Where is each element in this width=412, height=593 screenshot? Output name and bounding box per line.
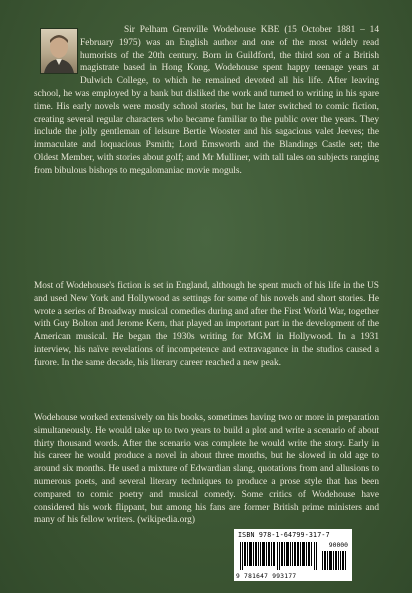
photo-wrap-spacer <box>34 24 80 76</box>
price-code: 90000 <box>328 541 348 549</box>
biography-paragraph-1 <box>34 24 379 178</box>
price-barcode-bars <box>322 551 348 570</box>
biography-paragraph-3: Wodehouse worked extensively on his books, sometimes having two or more in preparation simultaneously. He would take up to two years to build a plot and write a scenario of about thirty thousand words. After the scenario was complete he would write the story. Early in his career he would produce a novel in about three months, but he slowed in old age to around six months. He used a mixture of Edwardian slang, quotations from and allusions to numerous poets, and several literary techniques to produce a prose style that has been compared to comic poetry and musical comedy. Some critics of Wodehouse have considered his work flippant, but among his fans are former British prime ministers and many of his fellow writers. (wikipedia.org) <box>34 413 379 526</box>
biography-text-1: Sir Pelham Grenville Wodehouse KBE (15 October 1881 – 14 February 1975) was an English author and one of the most widely read humorists of the 20th century. Born in Guildford, the third son of a British magistrate based in Hong Kong, Wodehouse spent happy teenage years at Dulwich College, to which he remained devoted all his life. After leaving school, he was employed by a bank but disliked the work and turned to writing in his spare time. His early novels were mostly school stories, but he later switched to comic fiction, creating several regular characters who became familiar to the public over the years. They include the jolly gentleman of leisure Bertie Wooster and his sagacious valet Jeeves; the immaculate and loquacious Psmith; Lord Emsworth and the Blandings Castle set; the Oldest Member, with stories about golf; and Mr Mulliner, with tall tales on subjects ranging from bibulous bishops to megalomaniac movie moguls. <box>34 25 379 176</box>
biography-paragraph-2: Most of Wodehouse's fiction is set in England, although he spent much of his life in the US and used New York and Hollywood as settings for some of his novels and short stories. He wrote a series of Broadway musical comedies during and after the First World War, together with Guy Bolton and Jerome Kern, that played an important part in the development of the American musical. He began the 1930s writing for MGM in Hollywood. In a 1931 interview, his naïve revelations of incompetence and extravagance in the studios caused a furore. In the same decade, his literary career reached a new peak. <box>34 281 379 368</box>
isbn-barcode <box>234 529 352 581</box>
barcode-bars <box>240 542 320 570</box>
isbn-label: ISBN 978-1-64799-317-7 <box>238 531 330 539</box>
ean-digits: 9 781647 993177 <box>236 573 297 580</box>
